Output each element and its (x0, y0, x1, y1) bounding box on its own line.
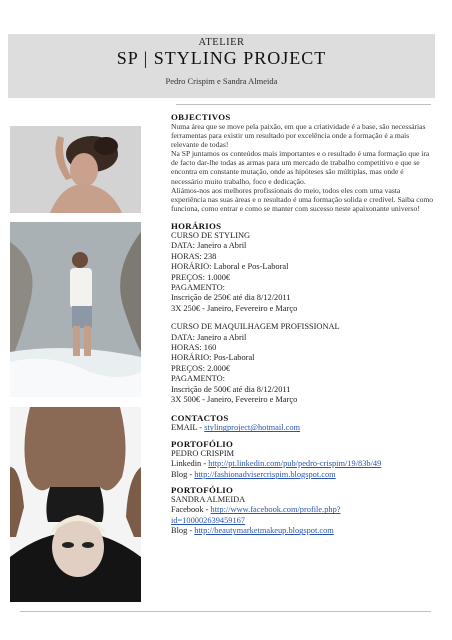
facebook-label: Facebook - (171, 505, 211, 515)
pedro-blog-link[interactable]: http://fashionadvisercrispim.blogspot.com (194, 469, 336, 479)
divider-bottom (20, 611, 431, 612)
makeup-course-payment-1: Inscrição de 500€ até dia 8/12/2011 (171, 384, 291, 394)
photo-hair-model (10, 126, 141, 213)
main-content (171, 112, 436, 537)
facebook-link[interactable]: http://www.facebook.com/profile.php? (210, 505, 341, 515)
linkedin-label: Linkedin - (171, 459, 209, 469)
photo-makeup-model (10, 407, 141, 602)
portfolio-pedro-linkedin-line (171, 459, 436, 469)
page-subtitle: Pedro Crispim e Sandra Almeida (165, 76, 278, 86)
blog-label: Blog - (171, 469, 195, 479)
portfolio-pedro-block (171, 449, 436, 480)
makeup-course-schedule: HORÁRIO: Pos-Laboral (171, 353, 255, 363)
styling-course-schedule: HORÁRIO: Laboral e Pos-Laboral (171, 262, 289, 272)
photo-styling-model (10, 222, 141, 397)
styling-course-name: CURSO DE STYLING (171, 230, 251, 240)
makeup-course-price: PREÇOS: 2.000€ (171, 363, 231, 373)
portfolio-pedro-heading: PORTOFÓLIO (171, 438, 234, 449)
styling-course-hours: HORAS: 238 (171, 251, 217, 261)
portfolio-sandra-heading: PORTOFÓLIO (171, 485, 234, 496)
objectivos-paragraph-2: Na SP juntamos os conteúdos mais importantes e o resultado é uma formação que ira de facto dar-lhe todas as armas para um mercado de trabalho competitivo e que se encontra em constante mutação, onde as hipóteses são múltiplas, mas onde é necessário muito trabalho, foco e dedicação. (171, 149, 430, 186)
portfolio-sandra-block (171, 495, 436, 537)
styling-course-payment: PAGAMENTO: (171, 282, 225, 292)
makeup-course-name: CURSO DE MAQUILHAGEM PROFISSIONAL (171, 322, 340, 332)
portfolio-sandra-name: SANDRA ALMEIDA (171, 495, 246, 505)
styling-course-price: PREÇOS: 1.000€ (171, 272, 231, 282)
atelier-label: ATELIER (198, 37, 245, 48)
horarios-heading: HORÁRIOS (171, 220, 222, 231)
divider-top (176, 104, 431, 105)
sandra-blog-link[interactable]: http://beautymarketmakeup.blogspot.com (194, 526, 334, 536)
email-link[interactable]: stylingproject@hotmail.com (204, 423, 301, 433)
makeup-course-payment-2: 3X 500€ - Janeiro, Fevereiro e Março (171, 395, 298, 405)
portfolio-pedro-name: PEDRO CRISPIM (171, 448, 235, 458)
styling-course-payment-2: 3X 250€ - Janeiro, Fevereiro e Março (171, 303, 298, 313)
contact-email-line (171, 423, 436, 433)
blog-label: Blog - (171, 526, 195, 536)
styling-course-block (171, 231, 436, 314)
portfolio-sandra-facebook-line (171, 505, 436, 515)
makeup-course-hours: HORAS: 160 (171, 343, 217, 352)
page-title: SP | STYLING PROJECT (116, 48, 327, 68)
linkedin-link[interactable]: http://pt.linkedin.com/pub/pedro-crispim/19/83b/49 (208, 459, 382, 469)
objectivos-heading: OBJECTIVOS (171, 112, 231, 122)
contactos-heading: CONTACTOS (171, 413, 229, 424)
objectivos-paragraph-3: Aliámos-nos aos melhores profissionais do meio, todos eles com uma vasta experiência nas suas áreas e o resultado é uma formação solida e credível. Saiba como funciona, como entrar e como se manter com sucesso neste apaixonante universo! (171, 185, 434, 213)
facebook-link-continued[interactable]: id=100002639459167 (171, 515, 246, 525)
email-label: EMAIL - (171, 423, 205, 433)
makeup-course-date: DATA: Janeiro a Abril (171, 332, 247, 342)
objectivos-paragraph-1: Numa área que se move pela paixão, em que a criatividade é a base, são necessárias ferramentas para existir um resultado por excelência onde a formação é a mais relevante de todas! (171, 122, 426, 150)
portfolio-sandra-facebook-line-2 (171, 516, 436, 526)
styling-course-payment-1: Inscrição de 250€ até dia 8/12/2011 (171, 293, 291, 303)
makeup-course-payment: PAGAMENTO: (171, 374, 225, 384)
header-banner (8, 34, 435, 98)
portfolio-sandra-blog-line (171, 526, 436, 536)
styling-course-date: DATA: Janeiro a Abril (171, 241, 247, 251)
makeup-course-block (171, 322, 436, 405)
portfolio-pedro-blog-line (171, 470, 436, 480)
